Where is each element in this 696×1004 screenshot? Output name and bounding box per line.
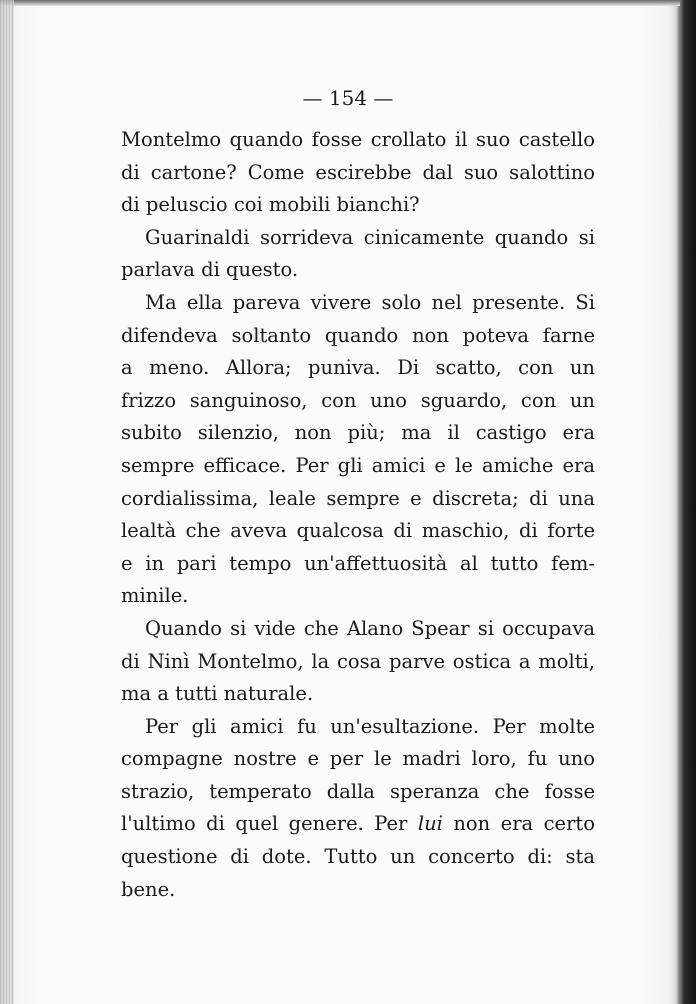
- text-line: Quando si vide che Alano Spear si occupava: [145, 616, 595, 640]
- page-number: — 154 —: [302, 86, 394, 110]
- text-line: Montelmo quando fosse crollato il suo castello: [121, 128, 595, 151]
- text-line: [121, 808, 595, 841]
- text-line: Ma ella pareva vivere solo nel presente. Si: [145, 290, 595, 314]
- text-line: Per gli amici fu un'esultazione. Per molte: [145, 714, 595, 738]
- text-line: Guarinaldi sorrideva cinicamente quando si: [145, 225, 595, 249]
- text-line: e in pari tempo un'affettuosità al tutto fem-: [121, 551, 595, 575]
- text-line: subito silenzio, non più; ma il castigo era: [121, 421, 595, 445]
- text-line: compagne nostre e per le madri loro, fu uno: [121, 747, 595, 771]
- text-segment: l'ultimo di quel genere. Per: [121, 812, 418, 836]
- text-line: di cartone? Come escirebbe dal suo salottino: [121, 160, 595, 184]
- page-top-edge: [0, 0, 696, 6]
- text-line: a meno. Allora; puniva. Di scatto, con un: [121, 356, 595, 380]
- text-line: ma a tutti naturale.: [121, 682, 314, 706]
- italic-word: lui: [417, 812, 443, 836]
- text-line: minile.: [121, 584, 189, 608]
- text-line: di Ninì Montelmo, la cosa parve ostica a molti,: [121, 649, 595, 673]
- text-line: questione di dote. Tutto un concerto di: sta: [121, 845, 595, 869]
- text-line: di peluscio coi mobili bianchi?: [121, 193, 420, 217]
- text-line: lealtà che aveva qualcosa di maschio, di forte: [121, 519, 595, 543]
- text-line: frizzo sanguinoso, con uno sguardo, con un: [121, 388, 595, 412]
- text-line: parlava di questo.: [121, 258, 299, 282]
- text-line: cordialissima, leale sempre e discreta; di una: [121, 486, 595, 510]
- body-text: [121, 124, 595, 906]
- text-segment: non era certo: [442, 812, 595, 836]
- page-left-edge: [0, 0, 14, 1004]
- text-line: strazio, temperato dalla speranza che fosse: [121, 779, 595, 803]
- text-line: difendeva soltanto quando non poteva farne: [121, 323, 595, 347]
- page-right-edge: [680, 0, 696, 1004]
- text-line: sempre efficace. Per gli amici e le amiche era: [121, 453, 595, 477]
- text-line: bene.: [121, 877, 176, 901]
